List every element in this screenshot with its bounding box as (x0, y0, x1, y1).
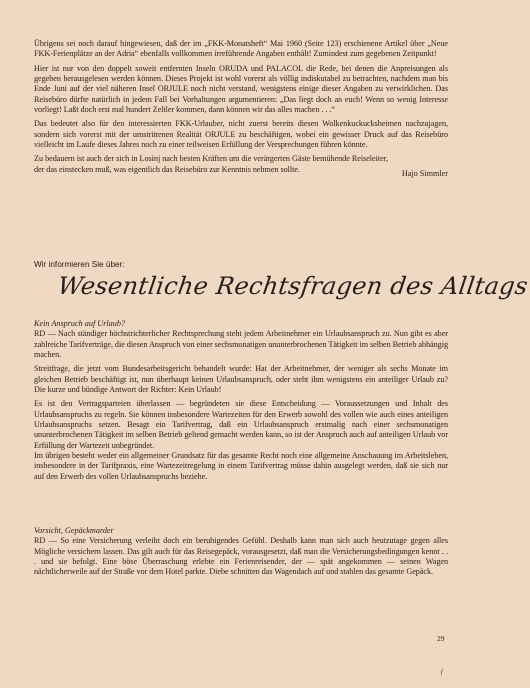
paragraph: RD — Nach ständiger höchstrichterlicher Rechtsprechung steht jedem Arbeitnehmer ein Urlaubsanspruch zu. Nun gibt es aber zahlreiche Tarifverträge, die diesen Anspruch von einer sechsmonatigen ununterbrochenen Tätigkeit im selben Betrieb abhängig machen. (34, 329, 448, 360)
top-article (34, 39, 448, 179)
page-number: 29 (437, 634, 445, 643)
section-title: Wesentliche Rechtsfragen des Alltags (56, 272, 530, 300)
paragraph: Es ist den Vertragsparteien überlassen — begründeten sie diese Entscheidung — Voraussetzungen und Inhalt des Urlaubsanspruchs zu regeln. Sie können insbesondere Wartezeiten für den Erwerb sowohl des vollen wie auch eines anteiligen Urlaubsanspruchs setzen. Besagt ein Tarifvertrag, daß ein Urlaubsanspruch erstmalig nach einer sechsmonatigen ununterbrochenen Tätigkeit im selben Betrieb geltend gemacht werden kann, so ist der Anspruch auch auf anteiligen Urlaub vor Erfüllung der Wartezeit unbegründet. (34, 399, 448, 450)
subheading: Vorsicht, Gepäckmarder (34, 526, 114, 535)
paragraph: Im übrigen besteht weder ein allgemeiner Grundsatz für das gesamte Recht noch eine allgemeine Anschauung im Arbeitsleben, insbesondere in der Tarifpraxis, eine Wartezeitregelung in einem Tarifvertrag müsse dahin ausgelegt werden, daß sie sich nur auf den Erwerb des vollen Urlaubsanspruchs beziehe. (34, 451, 448, 481)
paragraph: Streitfrage, die jetzt vom Bundesarbeitsgericht behandelt wurde: Hat der Arbeitnehmer, der weniger als sechs Monate im gleichen Betrieb beschäftigt ist, nun überhaupt keinen Urlaubsanspruch, oder steht ihm wenigstens ein anteiliger Urlaub zu? Die kurze und bündige Antwort der Richter: Kein Urlaub! (34, 364, 448, 395)
subheading: Kein Anspruch auf Urlaub? (34, 319, 126, 328)
intro-line: Wir informieren Sie über: (34, 260, 125, 269)
paragraph: RD — So eine Versicherung verleiht doch ein beruhigendes Gefühl. Deshalb kann man sich auch heutzutage gegen alles Mögliche versichern lassen. Das gilt auch für das Reisegepäck, vorausgesetzt, daß man die Versicherungsbedingungen kennt . . . und sie befolgt. Eine böse Überraschung erlebte ein Ferienreisender, der — spät angekommen — seinen Wagen nächtlicherweile auf der Straße vor dem Hotel parkte. Diebe schnitten das Wagendach auf und stahlen das gesamte Gepäck. (34, 536, 448, 577)
corner-mark: ƒ (440, 667, 444, 676)
paragraph: Übrigens sei noch darauf hingewiesen, daß der im „FKK-Monatsheft“ Mai 1960 (Seite 123) erschienene Artikel über „Neue FKK-Ferienplätze an der Adria“ ebenfalls vollkommen irreführende Angaben enthält! Zumindest zum gegebenen Zeitpunkt! (34, 39, 448, 59)
section-gepaeck (34, 526, 448, 582)
paragraph: Das bedeutet also für den interessierten FKK-Urlauber, nicht zuerst bereits diesen Wolkenkuckucksheimen nachzujagen, sondern sich vorerst mit der umstrittenen Realität ORJULE zu beschäftigen, wobei ein gewisser Druck auf das Reisebüro vielleicht im Laufe dieses Jahres noch zu einer teilweisen Erfüllung der Versprechungen führen könnte. (34, 119, 448, 150)
paragraph: Zu bedauern ist auch der sich in Losinj nach besten Kräften um die verärgerten Gäste bemühende Reiseleiter, der das einstecken muß, was eigentlich das Reisebüro zur Kenntnis nehmen sollte. (34, 154, 388, 174)
paragraph: Hier ist nur von den doppelt soweit entfernten Inseln ORUDA und PALACOL die Rede, bei denen die Anpreisungen als gegeben herausgelesen werden können. Dieses Projekt ist wohl vorerst als völlig indiskutabel zu betrachten, nachdem man bis Ende Juni auf der viel näheren Insel ORJULE noch nicht verstand, wenigstens einige dieser Angaben zu verwirklichen. Das Reisebüro dürfte natürlich in jedem Fall bei Vorhaltungen argumentieren: „Das liegt doch an euch! Wenn so wenig Interesse vorliegt! Laßt doch erst mal hundert Zeltler kommen, dann können wir das alles machen . . .“ (34, 63, 448, 115)
author-signature: Hajo Simmler (401, 168, 448, 178)
section-urlaub (34, 319, 448, 486)
